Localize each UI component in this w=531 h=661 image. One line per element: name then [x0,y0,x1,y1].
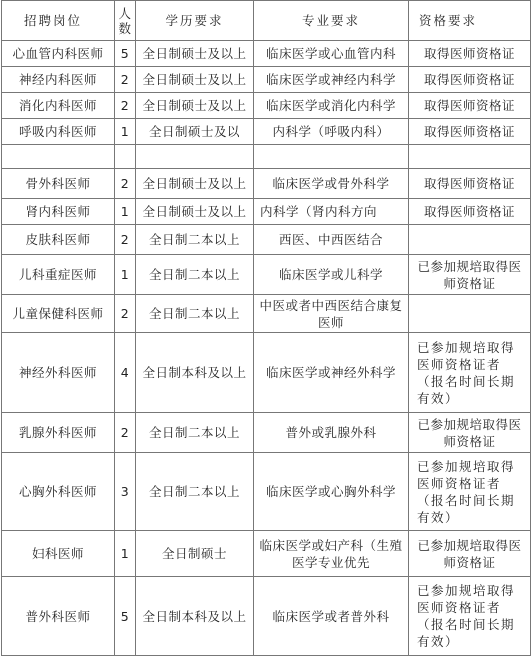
cell-major [254,145,409,169]
cell-major: 西医、中西医结合 [254,225,409,255]
cell-major: 临床医学或消化内科学 [254,93,409,119]
cell-position: 神经外科医师 [2,333,115,413]
cell-position: 妇科医师 [2,531,115,577]
cell-qualification: 取得医师资格证 [409,93,531,119]
table-row [2,199,531,225]
cell-education: 全日制二本以上 [136,225,254,255]
header-qualification: 资格要求 [409,1,531,41]
cell-position: 神经内科医师 [2,67,115,93]
header-major: 专业要求 [254,1,409,41]
cell-major: 普外或乳腺外科 [254,413,409,453]
cell-qualification: 已参加规培取得医师资格证 [409,255,531,295]
cell-count: 5 [115,577,136,656]
cell-count: 4 [115,333,136,413]
cell-position [2,145,115,169]
cell-count: 2 [115,295,136,333]
cell-education: 全日制二本以上 [136,295,254,333]
cell-education [136,145,254,169]
cell-count: 2 [115,67,136,93]
cell-count: 3 [115,453,136,531]
cell-position: 呼吸内科医师 [2,119,115,145]
table-row [2,225,531,255]
cell-qualification [409,225,531,255]
table-row [2,453,531,531]
header-count: 人数 [115,1,136,41]
table-row [2,577,531,656]
cell-education: 全日制硕士及以上 [136,41,254,67]
cell-qualification [409,295,531,333]
cell-major: 临床医学或妇产科（生殖医学专业优先 [254,531,409,577]
cell-education: 全日制本科及以上 [136,577,254,656]
cell-count: 2 [115,169,136,199]
cell-major: 临床医学或神经内科学 [254,67,409,93]
table-row [2,295,531,333]
cell-count: 1 [115,119,136,145]
cell-count: 5 [115,41,136,67]
cell-count: 1 [115,255,136,295]
cell-count: 1 [115,531,136,577]
cell-qualification [409,145,531,169]
cell-count: 2 [115,413,136,453]
cell-qualification: 已参加规培取得医师资格证者（报名时间长期有效） [409,577,531,656]
cell-qualification: 已参加规培取得医师资格证者（报名时间长期有效） [409,333,531,413]
cell-position: 皮肤科医师 [2,225,115,255]
table-row [2,413,531,453]
cell-major: 临床医学或心血管内科 [254,41,409,67]
table-row [2,531,531,577]
cell-qualification: 已参加规培取得医师资格证者（报名时间长期有效） [409,453,531,531]
cell-major: 临床医学或心胸外科学 [254,453,409,531]
cell-major: 中医或者中西医结合康复医师 [254,295,409,333]
recruitment-table [1,0,531,656]
cell-position: 消化内科医师 [2,93,115,119]
cell-education: 全日制二本以上 [136,255,254,295]
cell-education: 全日制硕士 [136,531,254,577]
cell-count [115,145,136,169]
cell-qualification: 已参加规培取得医师资格证 [409,413,531,453]
cell-education: 全日制二本以上 [136,413,254,453]
cell-education: 全日制硕士及以上 [136,169,254,199]
cell-education: 全日制硕士及以上 [136,67,254,93]
cell-qualification: 取得医师资格证 [409,119,531,145]
cell-major: 内科学（呼吸内科） [254,119,409,145]
cell-qualification: 取得医师资格证 [409,67,531,93]
cell-position: 心血管内科医师 [2,41,115,67]
cell-position: 骨外科医师 [2,169,115,199]
table-row [2,67,531,93]
cell-education: 全日制二本以上 [136,453,254,531]
header-row [2,1,531,41]
cell-qualification: 取得医师资格证 [409,41,531,67]
cell-count: 2 [115,225,136,255]
cell-major: 临床医学或骨外科学 [254,169,409,199]
cell-count: 1 [115,199,136,225]
cell-position: 普外科医师 [2,577,115,656]
table-row-empty [2,145,531,169]
cell-major: 临床医学或儿科学 [254,255,409,295]
cell-major: 临床医学或者普外科 [254,577,409,656]
cell-qualification: 取得医师资格证 [409,199,531,225]
cell-education: 全日制硕士及以上 [136,93,254,119]
table-row [2,119,531,145]
cell-education: 全日制硕士及以上 [136,199,254,225]
cell-position: 乳腺外科医师 [2,413,115,453]
cell-major: 临床医学或神经外科学 [254,333,409,413]
cell-position: 心胸外科医师 [2,453,115,531]
cell-education: 全日制本科及以上 [136,333,254,413]
cell-qualification: 取得医师资格证 [409,169,531,199]
header-education: 学历要求 [136,1,254,41]
cell-position: 儿童保健科医师 [2,295,115,333]
table-row [2,41,531,67]
header-position: 招聘岗位 [2,1,115,41]
cell-education: 全日制硕士及以 [136,119,254,145]
cell-position: 肾内科医师 [2,199,115,225]
cell-position: 儿科重症医师 [2,255,115,295]
cell-major: 内科学（肾内科方向 [254,199,409,225]
cell-count: 2 [115,93,136,119]
table-row [2,255,531,295]
table-row [2,93,531,119]
cell-qualification: 已参加规培取得医师资格证 [409,531,531,577]
table-row [2,169,531,199]
table-row [2,333,531,413]
